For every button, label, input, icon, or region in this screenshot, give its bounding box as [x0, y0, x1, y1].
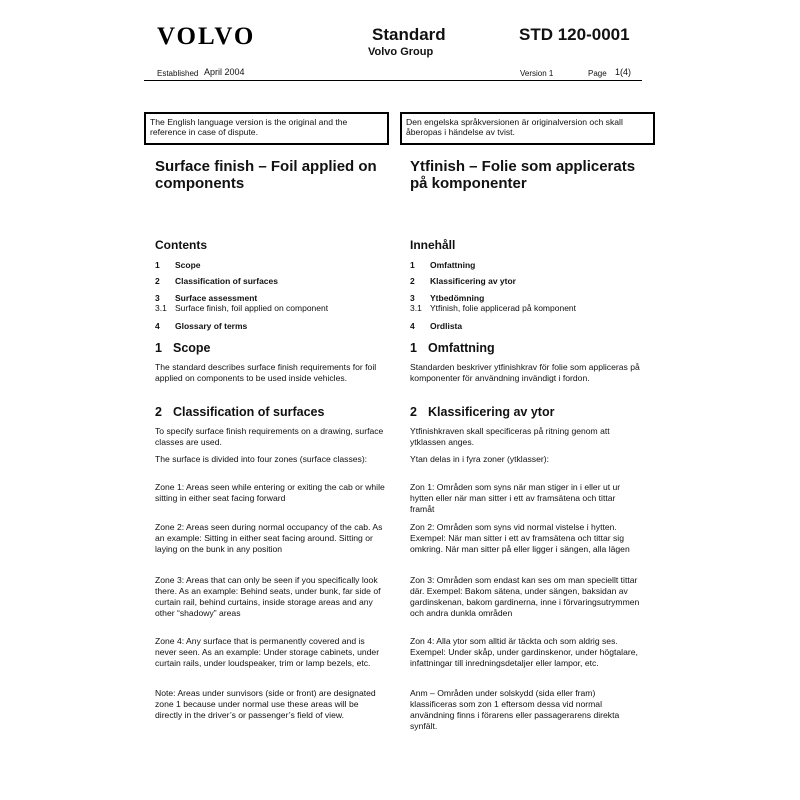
toc-num: 4 — [410, 321, 415, 331]
title-sv: Ytfinish – Folie som applicerats på komponenter — [410, 158, 636, 192]
paragraph-en: The surface is divided into four zones (surface classes): — [155, 454, 368, 464]
toc-num: 1 — [410, 260, 415, 270]
toc-item-assessment[interactable]: Surface assessment — [175, 293, 258, 303]
notice-box-sv: Den engelska språkversionen är originalversion och skall åberopas i händelse av tvist. — [400, 112, 655, 145]
paragraph-en: To specify surface finish requirements on a drawing, surface classes are used. — [155, 426, 384, 447]
zone-4-en: Zone 4: Any surface that is permanently covered and is never seen. As an example: Under storage cabinets, under curtain rails, under loudspeaker, trim or lamp bezels, etc. — [155, 636, 380, 668]
version-label: Version 1 — [520, 69, 554, 78]
page-value: 1(4) — [615, 67, 632, 77]
scope-text-en: The standard describes surface finish requirements for foil applied on components to be used inside vehicles. — [155, 362, 377, 383]
toc-item-ytbedomning[interactable]: Ytbedömning — [430, 293, 485, 303]
zone-2-sv: Zon 2: Områden som syns vid normal vistelse i hytten. Exempel: När man sitter i ett av framsätena och tittar sig omkring. När man sitter på eller ligger i sängen, alla lägen — [410, 522, 630, 554]
note-sv: Anm – Områden under solskydd (sida eller fram) klassificeras som zon 1 eftersom dessa vid normal användning finns i förarens eller passagerarens direkta synfält. — [410, 688, 620, 731]
standard-title: Standard — [372, 25, 446, 44]
toc-num: 4 — [155, 321, 160, 331]
section-1-heading-en: Scope — [173, 341, 211, 355]
zone-3-en: Zone 3: Areas that can only be seen if you specifically look there. As an example: Behind seats, under bunk, far side of curtain rail, behind curtains, inside storage areas and any other “shadowy” areas — [155, 575, 381, 618]
established-label: Established — [157, 69, 199, 78]
volvo-logo: VOLVO — [157, 23, 256, 50]
toc-num: 3 — [155, 293, 160, 303]
section-1-heading-sv: Omfattning — [428, 341, 495, 355]
scope-text-sv: Standarden beskriver ytfinishkrav för folie som appliceras på komponenter för användning invändigt i fordon. — [410, 362, 640, 383]
toc-num: 2 — [155, 276, 160, 286]
section-2-number-sv: 2 — [410, 405, 417, 419]
toc-item-omfattning[interactable]: Omfattning — [430, 260, 476, 270]
zone-3-sv: Zon 3: Områden som endast kan ses om man speciellt tittar där. Exempel: Bakom sätena, under sängen, baksidan av gardinskenan, bakom gardinerna, inne i förvaringsutrymmen och andra dunkla områden — [410, 575, 640, 618]
toc-num: 1 — [155, 260, 160, 270]
zone-2-en: Zone 2: Areas seen during normal occupancy of the cab. As an example: Sitting in either seat facing around. Sitting or laying on the bunk in any position — [155, 522, 383, 554]
contents-heading-en: Contents — [155, 238, 207, 252]
toc-item-ordlista[interactable]: Ordlista — [430, 321, 463, 331]
zone-1-sv: Zon 1: Områden som syns när man stiger in i eller ut ur hytten eller när man sitter i ett av framsätena och tittar framåt — [410, 482, 621, 514]
toc-num: 2 — [410, 276, 415, 286]
section-2-heading-sv: Klassificering av ytor — [428, 405, 555, 419]
title-en: Surface finish – Foil applied on components — [155, 158, 377, 192]
established-value: April 2004 — [204, 67, 245, 77]
document-number: STD 120-0001 — [519, 25, 630, 44]
toc-item-scope[interactable]: Scope — [175, 260, 201, 270]
header-rule — [144, 80, 642, 81]
toc-num: 3 — [410, 293, 415, 303]
toc-item-klassificering[interactable]: Klassificering av ytor — [430, 276, 516, 286]
paragraph-sv: Ytfinishkraven skall specificeras på ritning genom att ytklassen anges. — [410, 426, 610, 447]
toc-num: 3.1 — [155, 303, 167, 313]
section-1-number-sv: 1 — [410, 341, 417, 355]
note-en: Note: Areas under sunvisors (side or front) are designated zone 1 because under normal use these areas will be directly in the driver’s or passenger’s field of view. — [155, 688, 376, 720]
section-1-number-en: 1 — [155, 341, 162, 355]
zone-4-sv: Zon 4: Alla ytor som alltid är täckta och som aldrig ses. Exempel: Under skåp, under gardinskenor, under högtalare, infattningar till inredningsdetaljer eller lampor, etc. — [410, 636, 638, 668]
toc-item-glossary[interactable]: Glossary of terms — [175, 321, 248, 331]
contents-heading-sv: Innehåll — [410, 238, 456, 252]
page-label: Page — [588, 69, 607, 78]
paragraph-sv: Ytan delas in i fyra zoner (ytklasser): — [410, 454, 549, 464]
notice-box-en: The English language version is the original and the reference in case of dispute. — [144, 112, 389, 145]
toc-num: 3.1 — [410, 303, 422, 313]
section-2-heading-en: Classification of surfaces — [173, 405, 325, 419]
zone-1-en: Zone 1: Areas seen while entering or exiting the cab or while sitting in either seat facing forward — [155, 482, 385, 503]
section-2-number-en: 2 — [155, 405, 162, 419]
toc-item-classification[interactable]: Classification of surfaces — [175, 276, 278, 286]
toc-item-ytfinish[interactable]: Ytfinish, folie applicerad på komponent — [430, 303, 577, 313]
toc-item-surface-finish[interactable]: Surface finish, foil applied on component — [175, 303, 329, 313]
standard-subtitle: Volvo Group — [368, 46, 434, 58]
